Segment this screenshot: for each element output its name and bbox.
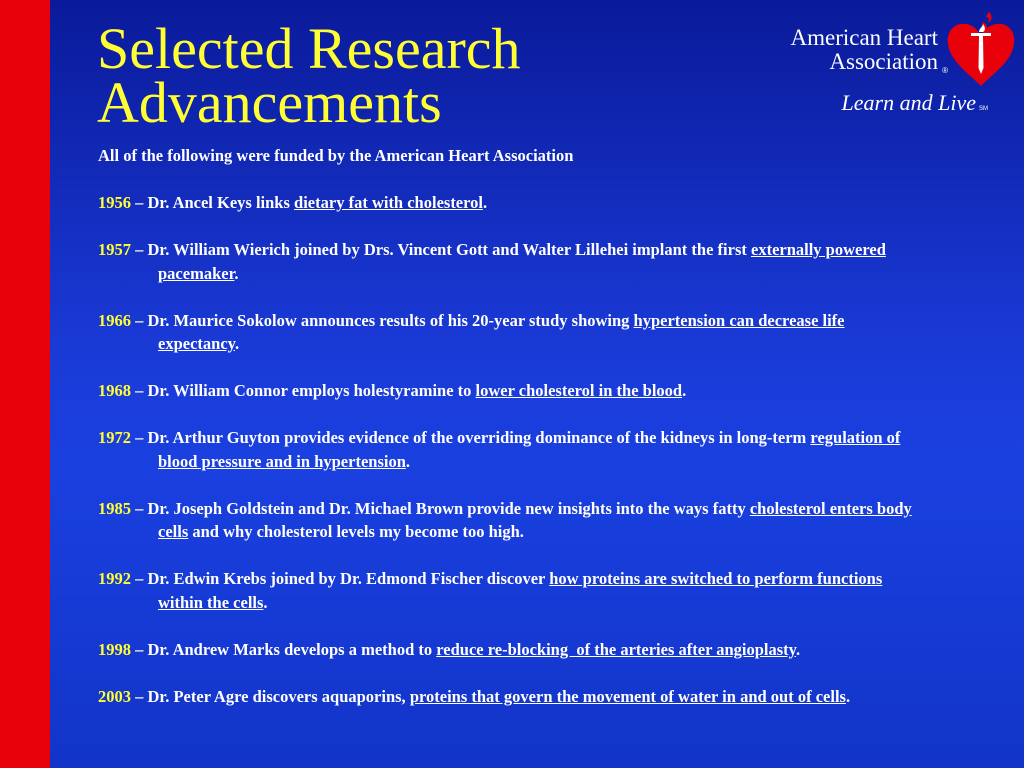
aha-logo xyxy=(740,8,1020,120)
entry-text: – Dr. Peter Agre discovers aquaporins, xyxy=(131,686,410,706)
logo-registered-mark: ® xyxy=(942,66,948,75)
entry-text: – Dr. Andrew Marks develops a method to xyxy=(131,639,437,659)
entry-year: 1998 xyxy=(98,639,131,659)
entry-text-end: . xyxy=(405,451,410,471)
entry-link[interactable]: regulation of blood pressure and in hypertension xyxy=(158,428,901,471)
entry-link[interactable]: proteins that govern the movement of water in and out of cells xyxy=(409,686,846,706)
entry-link[interactable]: how proteins are switched to perform functions within the cells xyxy=(158,569,883,612)
entry-year: 1992 xyxy=(98,569,131,588)
research-list xyxy=(98,144,928,732)
entry-text-end: . xyxy=(483,193,488,212)
list-item xyxy=(98,309,928,356)
entry-text: – Dr. William Connor employs holestyramine to xyxy=(131,381,476,400)
entry-link[interactable]: reduce re-blocking of the arteries after angioplasty xyxy=(436,639,797,659)
title-line-2: Advancements xyxy=(97,70,442,135)
subtitle: All of the following were funded by the American Heart Association xyxy=(98,146,574,165)
entry-year: 2003 xyxy=(98,686,131,706)
list-item xyxy=(98,191,928,215)
list-item xyxy=(98,567,928,614)
entry-text-end: . xyxy=(234,263,239,283)
entry-text: – Dr. William Wierich joined by Drs. Vincent Gott and Walter Lillehei implant the first xyxy=(131,240,751,259)
entry-year: 1966 xyxy=(98,310,131,330)
entry-year: 1985 xyxy=(98,498,131,518)
entry-text-end: . xyxy=(845,686,851,706)
entry-text-end: . xyxy=(796,639,801,659)
left-accent-bar xyxy=(0,0,50,768)
list-item xyxy=(98,638,928,662)
heart-torch-icon xyxy=(942,8,1020,88)
entry-text-end: and why cholesterol levels my become too high. xyxy=(188,522,524,541)
entry-text-end: . xyxy=(234,334,240,353)
entry-text: – Dr. Arthur Guyton provides evidence of the overriding dominance of the kidneys in long-term xyxy=(131,428,811,447)
entry-text: – Dr. Maurice Sokolow announces results of his 20-year study showing xyxy=(131,310,634,330)
entry-year: 1968 xyxy=(98,381,131,400)
entry-text: – Dr. Edwin Krebs joined by Dr. Edmond Fischer discover xyxy=(131,569,550,588)
slide-title xyxy=(97,16,521,135)
logo-service-mark: SM xyxy=(979,106,988,112)
entry-text: – Dr. Joseph Goldstein and Dr. Michael Brown provide new insights into the ways fatty xyxy=(131,498,750,518)
entry-text-end: . xyxy=(682,381,687,400)
list-item xyxy=(98,238,928,285)
list-item xyxy=(98,685,928,709)
entry-text: – Dr. Ancel Keys links xyxy=(131,193,295,212)
entry-link[interactable]: dietary fat with cholesterol xyxy=(294,193,483,212)
list-item xyxy=(98,497,928,544)
logo-text-line-2: Association xyxy=(829,49,938,74)
entry-link[interactable]: lower cholesterol in the blood xyxy=(475,381,683,400)
logo-tagline: Learn and Live xyxy=(841,90,976,115)
entry-year: 1956 xyxy=(98,193,131,212)
title-line-1: Selected Research xyxy=(97,16,521,81)
entry-link[interactable]: cholesterol enters body cells xyxy=(158,498,912,541)
entry-year: 1957 xyxy=(98,240,131,259)
list-item xyxy=(98,426,928,473)
entry-link[interactable]: hypertension can decrease life expectancy xyxy=(158,310,845,353)
entry-year: 1972 xyxy=(98,428,131,447)
list-item xyxy=(98,379,928,403)
entry-text-end: . xyxy=(263,592,268,612)
logo-text-line-1: American Heart xyxy=(790,25,938,50)
entry-link[interactable]: externally powered pacemaker xyxy=(158,240,886,283)
